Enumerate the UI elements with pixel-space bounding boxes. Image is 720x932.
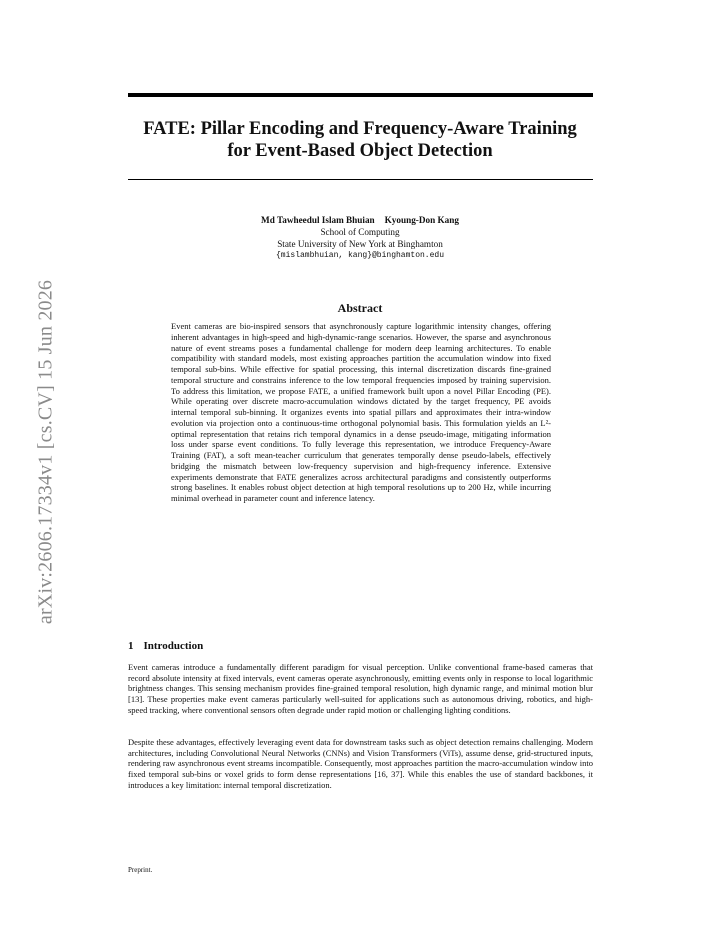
title-rule [128, 179, 593, 180]
author-institution: State University of New York at Binghamton [277, 239, 443, 249]
section-title: Introduction [143, 640, 204, 652]
arxiv-side-label: arXiv:2606.17334v1 [cs.CV] 15 Jun 2026 [34, 279, 57, 625]
author-name: Kyoung-Don Kang [384, 215, 459, 225]
author-block [110, 214, 610, 262]
top-rule [128, 93, 593, 97]
section-number: 1 [128, 640, 134, 652]
paper-title [110, 118, 610, 162]
author-email: {mislambhuian, kang}@binghamton.edu [275, 251, 445, 260]
title-line-1: FATE: Pillar Encoding and Frequency-Aware Training [143, 119, 577, 139]
abstract-text: Event cameras are bio-inspired sensors that asynchronously capture logarithmic intensity changes, offering inherent advantages in high-speed and high-dynamic-range scenarios. However, the sparse and asynchronous nature of event streams poses a fundamental challenge for modern deep learning architectures. To enable compatibility with standard models, most existing approaches partition the accumulation window into fixed temporal sub-bins. While effective for spatial processing, this internal discretization discards fine-grained temporal structure and constrains inference to the low temporal frequencies imposed by training supervision. To address this limitation, we propose FATE, a unified framework built upon a novel Pillar Encoding (PE). While operating over discrete macro-accumulation windows dictated by the target frequency, PE avoids internal temporal sub-binning. It organizes events into spatial pillars and approximates their intra-window evolution via projection onto a continuous-time orthogonal polynomial basis. This formulation yields an L²-optimal representation that retains rich temporal dynamics in a dense pseudo-image, mitigating information loss under sparse event conditions. To fully leverage this representation, we introduce Frequency-Aware Training (FAT), a soft mean-teacher curriculum that generates temporally dense pseudo-labels, effectively bridging the mismatch between low-frequency supervision and high-frequency inference. Extensive experiments demonstrate that FATE generalizes across architectural paradigms and consistently outperforms strong baselines. It enables robust object detection at high temporal resolutions up to 200 Hz, while incurring minimal overhead in parameter count and inference latency. [171, 321, 551, 503]
abstract-heading: Abstract [337, 301, 383, 315]
author-name: Md Tawheedul Islam Bhuian [261, 215, 375, 225]
intro-paragraph-1: Event cameras introduce a fundamentally different paradigm for visual perception. Unlike conventional frame-based cameras that record absolute intensity at fixed intervals, event cameras operate asynchronously, emitting events only in response to local logarithmic brightness changes. This sensing mechanism provides fine-grained temporal resolution, high dynamic range, and minimal motion blur [13]. These properties make event cameras particularly well-suited for applications such as autonomous driving, robotics, and high-speed tracking, where conventional sensors often degrade under rapid motion or challenging lighting conditions. [128, 662, 593, 715]
author-names [110, 214, 610, 226]
footer-note: Preprint. [128, 866, 153, 874]
section-heading-introduction [128, 640, 203, 652]
title-line-2: for Event-Based Object Detection [227, 141, 493, 161]
author-department: School of Computing [320, 227, 400, 237]
intro-paragraph-2: Despite these advantages, effectively leveraging event data for downstream tasks such as object detection remains challenging. Modern architectures, including Convolutional Neural Networks (CNNs) and Vision Transformers (ViTs), assume dense, grid-structured inputs, rendering raw asynchronous event streams incompatible. Consequently, most approaches partition the macro-accumulation window into fixed temporal sub-bins or voxel grids to form dense representations [16, 37]. While this enables the use of standard backbones, it introduces a key limitation: internal temporal discretization. [128, 737, 593, 790]
